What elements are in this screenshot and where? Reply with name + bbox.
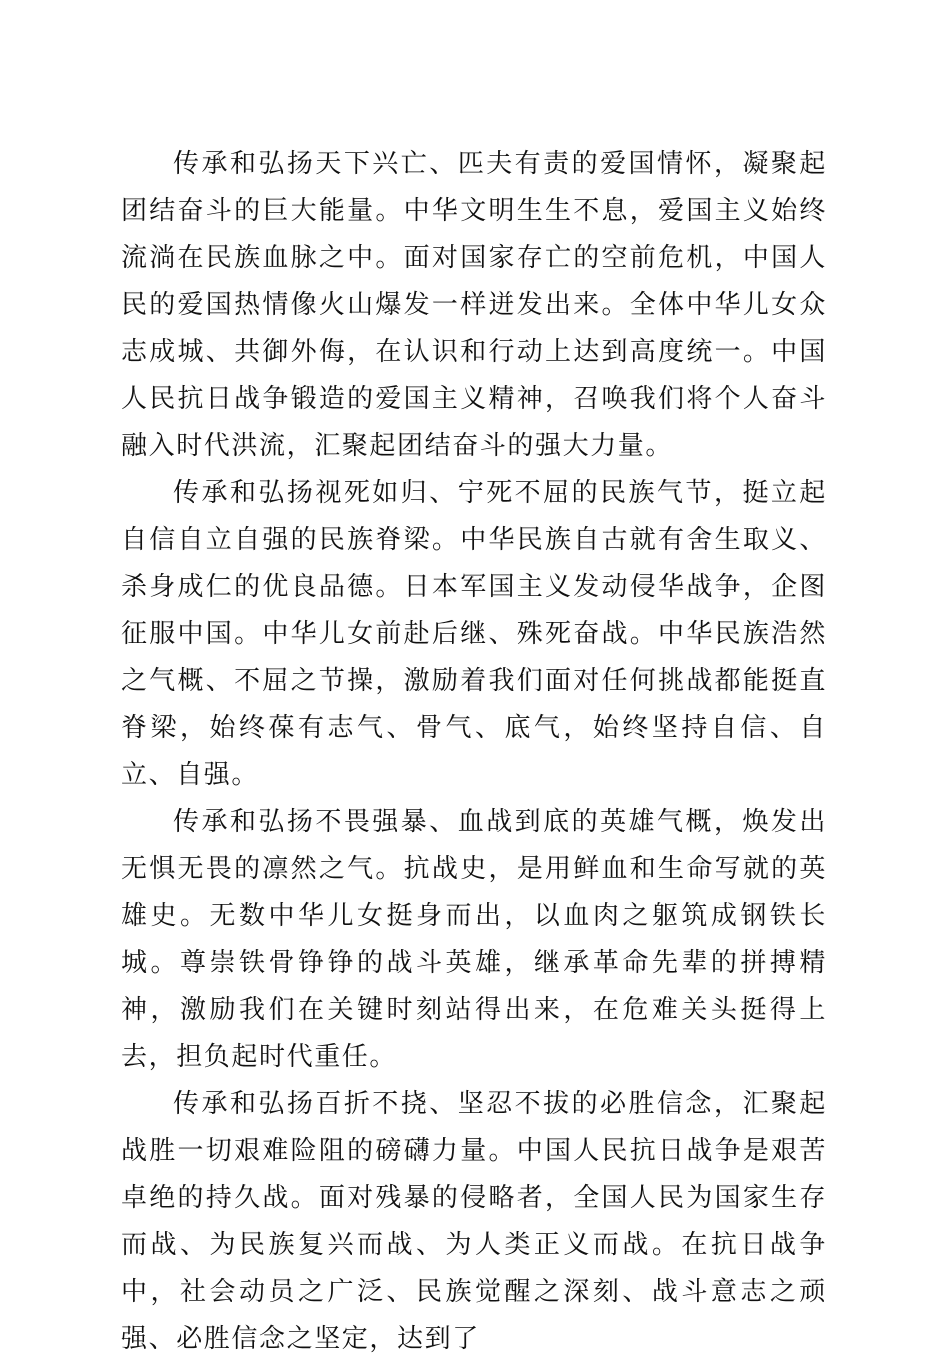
document-body: [121, 141, 827, 1363]
paragraph-heroic-spirit: 传承和弘扬不畏强暴、血战到底的英雄气概，焕发出无惧无畏的凛然之气。抗战史，是用鲜血和生命写就的英雄史。无数中华儿女挺身而出，以血肉之躯筑成钢铁长城。尊崇铁骨铮铮的战斗英雄，继承革命先辈的拼搏精神，激励我们在关键时刻站得出来，在危难关头挺得上去，担负起时代重任。: [121, 807, 827, 1072]
paragraph-national-integrity: 传承和弘扬视死如归、宁死不屈的民族气节，挺立起自信自立自强的民族脊梁。中华民族自古就有舍生取义、杀身成仁的优良品德。日本军国主义发动侵华战争，企图征服中国。中华儿女前赴后继、殊死奋战。中华民族浩然之气概、不屈之节操，激励着我们面对任何挑战都能挺直脊梁，始终葆有志气、骨气、底气，始终坚持自信、自立、自强。: [121, 478, 827, 790]
paragraph-patriotism: 传承和弘扬天下兴亡、匹夫有责的爱国情怀，凝聚起团结奋斗的巨大能量。中华文明生生不息，爱国主义始终流淌在民族血脉之中。面对国家存亡的空前危机，中国人民的爱国热情像火山爆发一样迸发出来。全体中华儿女众志成城、共御外侮，在认识和行动上达到高度统一。中国人民抗日战争锻造的爱国主义精神，召唤我们将个人奋斗融入时代洪流，汇聚起团结奋斗的强大力量。: [121, 149, 827, 461]
paragraph-conviction-of-victory: 传承和弘扬百折不挠、坚忍不拔的必胜信念，汇聚起战胜一切艰难险阻的磅礴力量。中国人民抗日战争是艰苦卓绝的持久战。面对残暴的侵略者，全国人民为国家生存而战、为民族复兴而战、为人类正义而战。在抗日战争中，社会动员之广泛、民族觉醒之深刻、战斗意志之顽强、必胜信念之坚定，达到了: [121, 1089, 827, 1354]
